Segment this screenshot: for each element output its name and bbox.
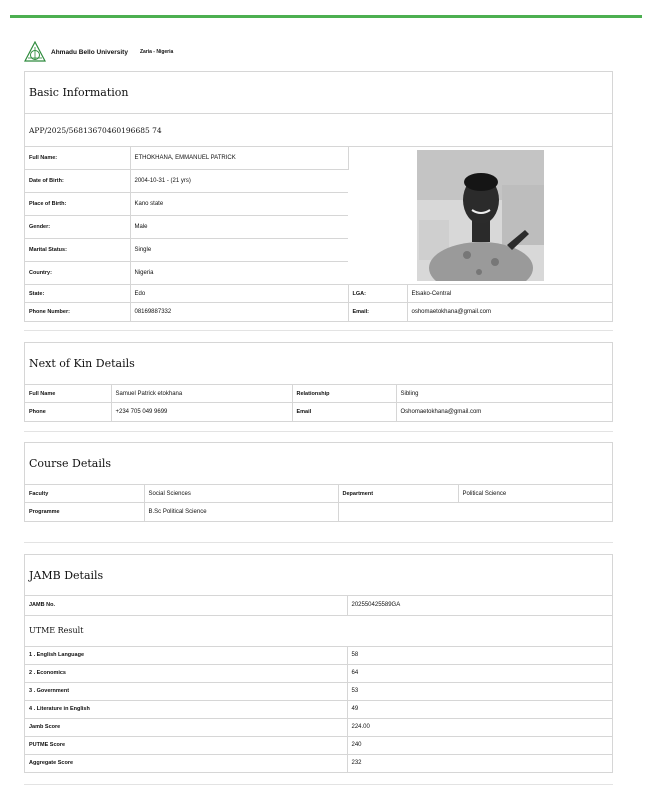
field-value: Social Sciences — [144, 485, 338, 503]
course-details-section — [24, 442, 613, 522]
field-label: Email: — [348, 303, 407, 321]
section-title: Course Details — [29, 457, 112, 470]
jamb-no-table — [25, 595, 612, 615]
kin-table — [25, 384, 612, 421]
subject-label: Jamb Score — [25, 718, 347, 736]
university-location: Zaria - Nigeria — [139, 49, 174, 55]
field-value: B.Sc Political Science — [144, 503, 338, 521]
table-row — [25, 646, 612, 664]
section-title: Basic Information — [29, 86, 129, 99]
field-label: Email — [292, 403, 396, 421]
field-label: Gender: — [25, 216, 130, 239]
empty-cell — [338, 503, 612, 521]
field-value: Oshomaetokhana@gmail.com — [396, 403, 612, 421]
field-label: Place of Birth: — [25, 193, 130, 216]
table-row — [25, 285, 612, 303]
divider — [24, 431, 613, 432]
field-value: 2004-10-31 - (21 yrs) — [130, 170, 348, 193]
subject-label: 4 . Literature in English — [25, 700, 347, 718]
field-label: Department — [338, 485, 458, 503]
next-of-kin-section — [24, 342, 613, 422]
table-row — [25, 147, 612, 170]
field-value: Samuel Patrick etokhana — [111, 385, 292, 403]
utme-result-title: UTME Result — [25, 615, 612, 646]
table-row — [25, 596, 612, 615]
table-row — [25, 700, 612, 718]
table-row — [25, 485, 612, 503]
top-accent-bar — [10, 15, 642, 18]
field-value: 08169887332 — [130, 303, 348, 321]
table-row — [25, 718, 612, 736]
field-label: Marital Status: — [25, 239, 130, 262]
field-label: Phone Number: — [25, 303, 130, 321]
table-row — [25, 303, 612, 321]
section-title: Next of Kin Details — [29, 357, 135, 370]
photo-cell — [348, 147, 612, 285]
application-number: APP/2025/56813670460196685 74 — [25, 113, 612, 146]
utme-result-table — [25, 646, 612, 773]
subject-label: Aggregate Score — [25, 754, 347, 772]
field-label: Faculty — [25, 485, 144, 503]
field-label: State: — [25, 285, 130, 303]
field-label: Date of Birth: — [25, 170, 130, 193]
basic-info-table — [25, 146, 612, 321]
field-value: Sibling — [396, 385, 612, 403]
applicant-photo — [417, 150, 544, 281]
field-label: Full Name — [25, 385, 111, 403]
field-label: Country: — [25, 262, 130, 285]
field-value: Single — [130, 239, 348, 262]
subject-label: PUTME Score — [25, 736, 347, 754]
field-value: Male — [130, 216, 348, 239]
subject-label: 3 . Government — [25, 682, 347, 700]
field-value: 202550425589GA — [347, 596, 612, 615]
table-row — [25, 385, 612, 403]
university-logo-icon — [24, 41, 46, 63]
field-value: Etsako-Central — [407, 285, 612, 303]
table-row — [25, 736, 612, 754]
subject-score: 53 — [347, 682, 612, 700]
divider — [24, 784, 613, 785]
subject-label: 2 . Economics — [25, 664, 347, 682]
divider — [24, 330, 613, 331]
table-row — [25, 403, 612, 421]
field-label: LGA: — [348, 285, 407, 303]
section-title: JAMB Details — [29, 568, 104, 582]
divider — [24, 542, 613, 543]
field-label: Full Name: — [25, 147, 130, 170]
field-value: Kano state — [130, 193, 348, 216]
subject-score: 64 — [347, 664, 612, 682]
subject-label: 1 . English Language — [25, 646, 347, 664]
subject-score: 224.00 — [347, 718, 612, 736]
field-value: Edo — [130, 285, 348, 303]
field-label: Programme — [25, 503, 144, 521]
subject-score: 232 — [347, 754, 612, 772]
field-value: +234 705 049 9699 — [111, 403, 292, 421]
subject-score: 49 — [347, 700, 612, 718]
university-name: Ahmadu Bello University — [51, 48, 128, 56]
field-value: Political Science — [458, 485, 612, 503]
field-label: Relationship — [292, 385, 396, 403]
basic-information-section — [24, 71, 613, 322]
field-value: ETHOKHANA, EMMANUEL PATRICK — [130, 147, 348, 170]
table-row — [25, 682, 612, 700]
page-header — [24, 40, 173, 64]
subject-score: 240 — [347, 736, 612, 754]
field-value: oshomaetokhana@gmail.com — [407, 303, 612, 321]
table-row — [25, 754, 612, 772]
table-row — [25, 664, 612, 682]
table-row — [25, 503, 612, 521]
field-label: Phone — [25, 403, 111, 421]
jamb-details-section — [24, 554, 613, 773]
subject-score: 58 — [347, 646, 612, 664]
field-value: Nigeria — [130, 262, 348, 285]
course-table — [25, 484, 612, 521]
field-label: JAMB No. — [25, 596, 347, 615]
